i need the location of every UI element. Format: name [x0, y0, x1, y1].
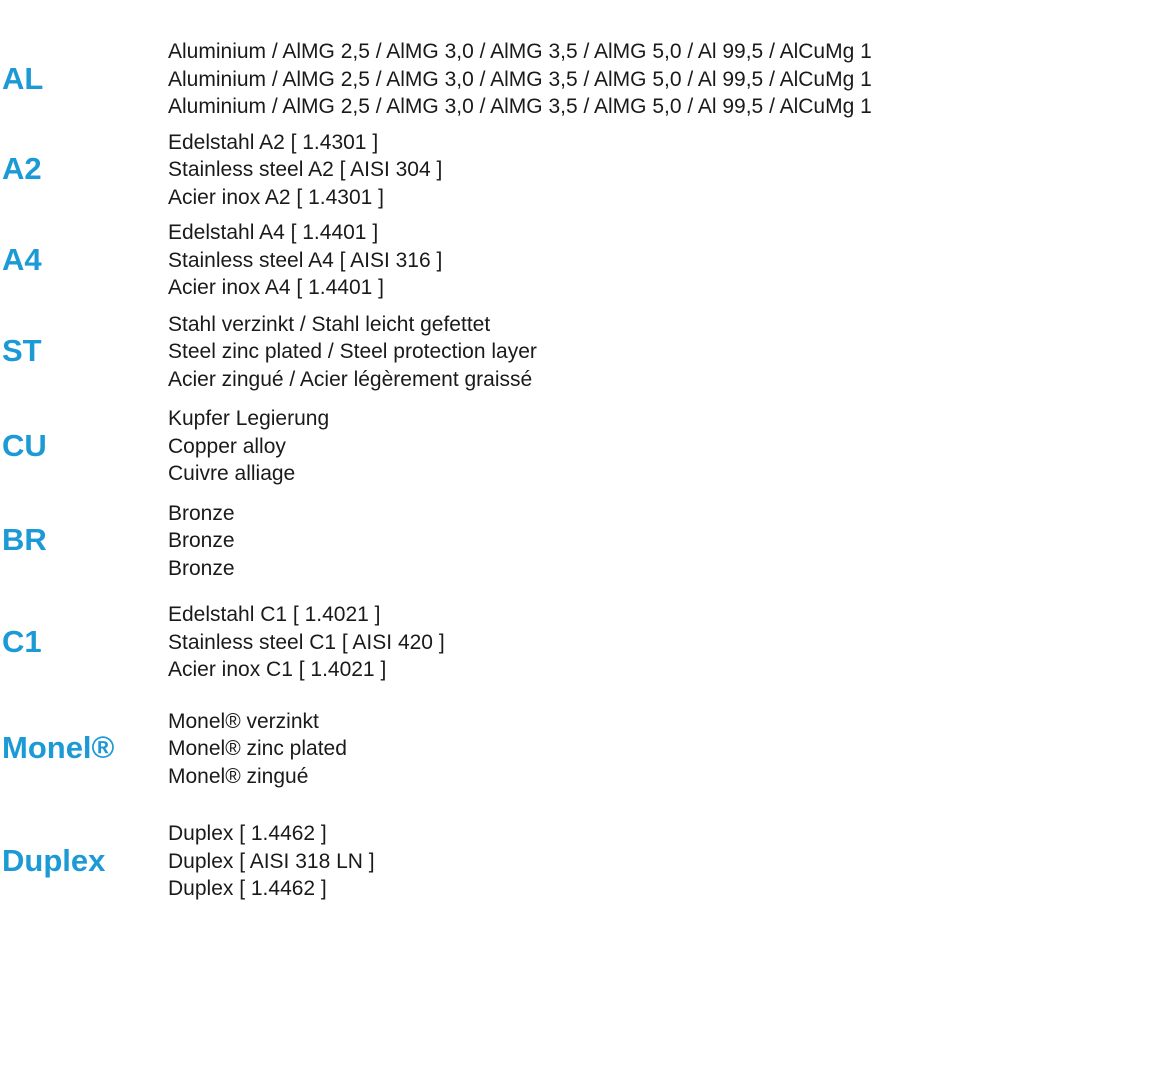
material-line-fr: Acier zingué / Acier légèrement graissé	[168, 367, 533, 391]
material-code-a4: A4	[2, 241, 42, 277]
material-code-al: AL	[2, 60, 44, 96]
material-line-fr: Bronze	[168, 556, 235, 580]
material-line-de: Edelstahl A2 [ 1.4301 ]	[168, 130, 379, 154]
material-description-monel	[168, 708, 1160, 791]
material-line-en: Aluminium / AlMG 2,5 / AlMG 3,0 / AlMG 3,5 / AlMG 5,0 / Al 99,5 / AlCuMg 1	[168, 67, 872, 91]
material-line-de: Stahl verzinkt / Stahl leicht gefettet	[168, 312, 491, 336]
material-line-fr: Cuivre alliage	[168, 462, 296, 485]
material-code-a2: A2	[2, 151, 42, 187]
material-description-br	[168, 500, 1160, 583]
material-row	[0, 708, 1160, 791]
material-code-c1: C1	[2, 623, 42, 659]
material-line-de: Edelstahl C1 [ 1.4021 ]	[168, 603, 381, 626]
material-line-de: Edelstahl A4 [ 1.4401 ]	[168, 221, 379, 244]
material-line-en: Copper alloy	[168, 434, 286, 458]
material-line-de: Bronze	[168, 501, 235, 525]
material-line-de: Monel® verzinkt	[168, 709, 319, 733]
material-row	[0, 311, 1160, 394]
material-line-fr: Monel® zingué	[168, 764, 309, 788]
material-line-fr: Duplex [ 1.4462 ]	[168, 877, 327, 900]
material-line-en: Duplex [ AISI 318 LN ]	[168, 849, 375, 873]
material-line-en: Stainless steel C1 [ AISI 420 ]	[168, 630, 445, 654]
material-line-fr: Acier inox A2 [ 1.4301 ]	[168, 185, 384, 209]
material-line-en: Bronze	[168, 529, 235, 552]
material-description-a2	[168, 129, 1160, 212]
material-line-de: Kupfer Legierung	[168, 407, 330, 430]
material-code-cu: CU	[2, 427, 47, 463]
material-row	[0, 129, 1160, 212]
material-code-duplex: Duplex	[2, 842, 106, 878]
material-row	[0, 38, 1160, 121]
material-row	[0, 219, 1160, 302]
material-row	[0, 601, 1160, 684]
material-line-fr: Acier inox A4 [ 1.4401 ]	[168, 276, 384, 299]
material-description-cu	[168, 405, 1160, 488]
material-line-fr: Acier inox C1 [ 1.4021 ]	[168, 658, 387, 681]
material-line-en: Stainless steel A4 [ AISI 316 ]	[168, 248, 443, 272]
material-code-monel: Monel®	[2, 730, 115, 766]
material-row	[0, 820, 1160, 903]
material-line-de: Duplex [ 1.4462 ]	[168, 822, 327, 845]
material-description-duplex	[168, 820, 1160, 903]
material-row	[0, 500, 1160, 583]
material-line-en: Stainless steel A2 [ AISI 304 ]	[168, 158, 443, 181]
material-line-de: Aluminium / AlMG 2,5 / AlMG 3,0 / AlMG 3,5 / AlMG 5,0 / Al 99,5 / AlCuMg 1	[168, 40, 872, 63]
material-description-al	[168, 38, 1160, 121]
material-line-fr: Aluminium / AlMG 2,5 / AlMG 3,0 / AlMG 3,5 / AlMG 5,0 / Al 99,5 / AlCuMg 1	[168, 95, 872, 118]
material-line-en: Steel zinc plated / Steel protection layer	[168, 340, 537, 363]
material-code-st: ST	[2, 333, 42, 369]
material-line-en: Monel® zinc plated	[168, 737, 347, 760]
material-code-br: BR	[2, 522, 47, 558]
material-description-a4	[168, 219, 1160, 302]
material-description-st	[168, 311, 1160, 394]
material-row	[0, 405, 1160, 488]
material-description-c1	[168, 601, 1160, 684]
